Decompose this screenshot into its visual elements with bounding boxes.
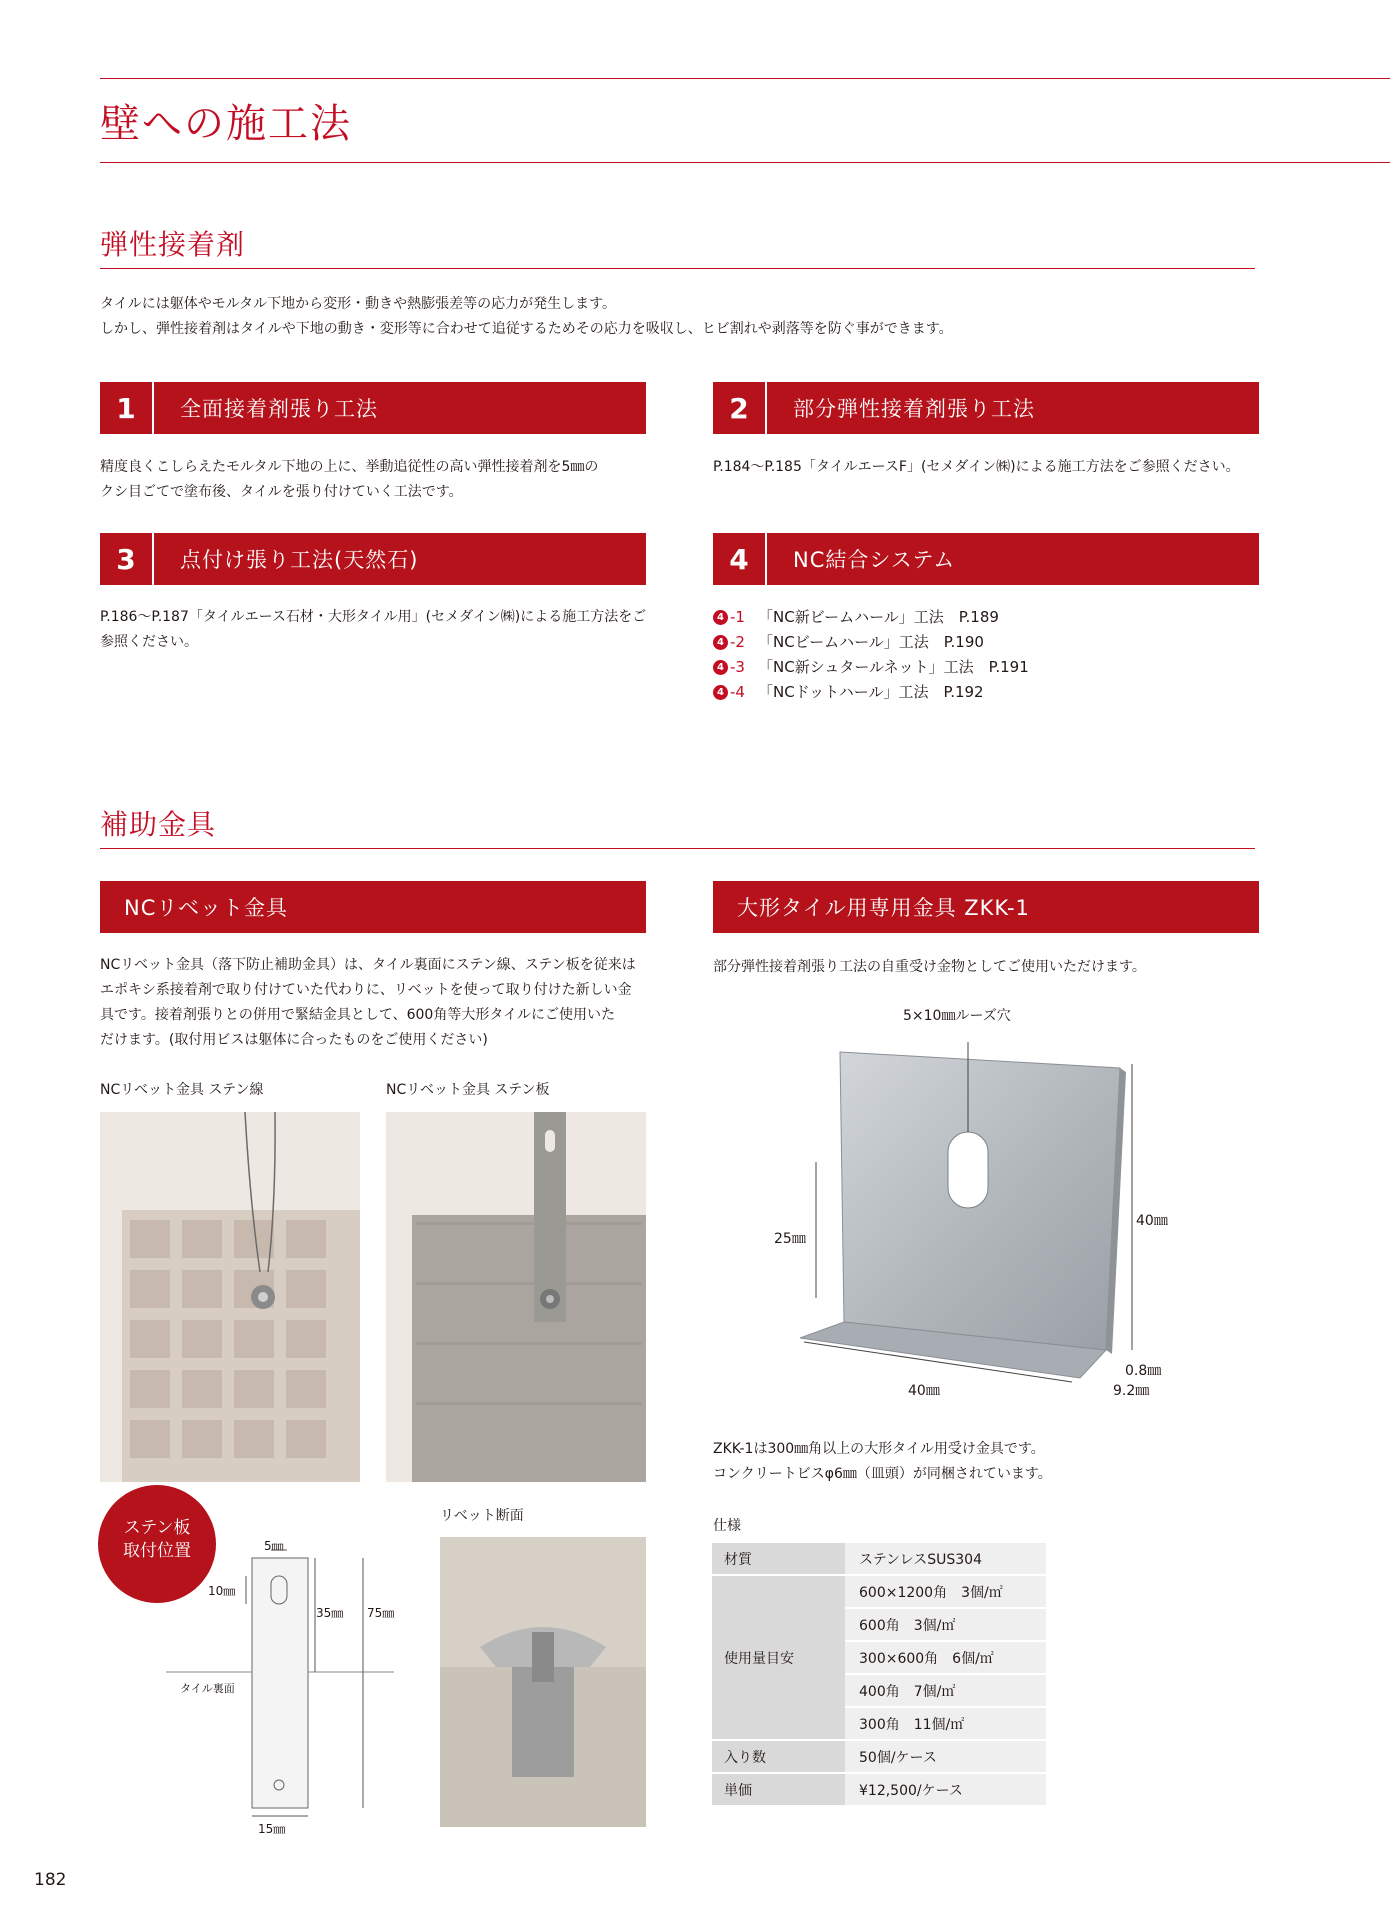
spec-value: ステンレスSUS304 bbox=[845, 1543, 1046, 1574]
circled-number: 4 bbox=[713, 610, 728, 625]
method-3-title: 点付け張り工法(天然石) bbox=[180, 548, 419, 572]
spec-table bbox=[712, 1541, 1046, 1807]
nc-rivet-text-line: NCリベット金具（落下防止補助金具）は、タイル裏面にステン線、ステン板を従来は bbox=[100, 957, 636, 973]
nc-rivet-text-line: だけます。(取付用ビスは躯体に合ったものをご使用ください) bbox=[100, 1032, 488, 1048]
caption-rivet-section: リベット断面 bbox=[440, 1508, 524, 1524]
section-rule bbox=[100, 848, 1255, 849]
nc-system-list bbox=[713, 605, 1029, 705]
item-suffix: -4 bbox=[730, 683, 745, 701]
spec-key: 材質 bbox=[712, 1543, 845, 1574]
list-item[interactable] bbox=[713, 680, 1029, 705]
zkk1-bracket-drawing bbox=[760, 1040, 1180, 1400]
spec-value: 600角 3個/㎡ bbox=[845, 1609, 1046, 1640]
zkk1-note-line: コンクリートビスφ6㎜（皿頭）が同梱されています。 bbox=[713, 1466, 1052, 1482]
caption-plate: NCリベット金具 ステン板 bbox=[386, 1082, 550, 1098]
method-3-bar bbox=[100, 533, 646, 585]
spec-value: 400角 7個/㎡ bbox=[845, 1675, 1046, 1706]
circled-number: 4 bbox=[713, 660, 728, 675]
method-2-number: 2 bbox=[729, 391, 749, 425]
spec-key: 使用量目安 bbox=[712, 1576, 845, 1739]
circled-number: 4 bbox=[713, 635, 728, 650]
intro-line-1: タイルには躯体やモルタル下地から変形・動きや熱膨張差等の応力が発生します。 bbox=[100, 296, 617, 312]
item-text: 「NCドットハール」工法 P.192 bbox=[758, 683, 984, 701]
rivet-section-drawing bbox=[440, 1537, 646, 1827]
dim-15mm: 15㎜ bbox=[258, 1822, 286, 1836]
section-title-hardware: 補助金具 bbox=[100, 808, 217, 841]
spec-value: 600×1200角 3個/㎡ bbox=[845, 1576, 1046, 1607]
spec-key: 入り数 bbox=[712, 1741, 845, 1772]
photo-wire-drawing bbox=[100, 1112, 360, 1482]
method-1-bar bbox=[100, 382, 646, 434]
dim-25mm: 25㎜ bbox=[774, 1231, 806, 1247]
dim-5mm: 5㎜ bbox=[264, 1539, 284, 1553]
nc-rivet-text-line: 具です。接着剤張りとの併用で緊結金具として、600角等大形タイルにご使用いた bbox=[100, 1007, 616, 1023]
method-3-number: 3 bbox=[116, 542, 136, 576]
photo-stainless-wire bbox=[100, 1112, 360, 1482]
method-1-text-line: クシ目ごてで塗布後、タイルを張り付けていく工法です。 bbox=[100, 484, 463, 500]
photo-rivet-section bbox=[440, 1537, 646, 1827]
spec-value: 50個/ケース bbox=[845, 1741, 1046, 1772]
zkk1-bar: 大形タイル用専用金具 ZKK-1 bbox=[713, 881, 1259, 933]
method-4-title: NC結合システム bbox=[793, 548, 956, 572]
item-text: 「NC新ビームハール」工法 P.189 bbox=[758, 608, 999, 626]
item-suffix: -2 bbox=[730, 633, 745, 651]
badge-line: 取付位置 bbox=[123, 1541, 191, 1561]
item-text: 「NCビームハール」工法 P.190 bbox=[758, 633, 984, 651]
zkk1-note bbox=[713, 1437, 1052, 1487]
nc-rivet-bar: NCリベット金具 bbox=[100, 881, 646, 933]
spec-key: 単価 bbox=[712, 1774, 845, 1805]
tile-back-label: タイル裏面 bbox=[180, 1682, 235, 1695]
item-suffix: -3 bbox=[730, 658, 745, 676]
photo-plate-drawing bbox=[386, 1112, 646, 1482]
zkk1-text: 部分弾性接着剤張り工法の自重受け金物としてご使用いただけます。 bbox=[713, 959, 1146, 975]
method-3-text bbox=[100, 605, 646, 655]
spec-value: 300角 11個/㎡ bbox=[845, 1708, 1046, 1739]
section-intro bbox=[100, 292, 953, 342]
method-3-text-line: 参照ください。 bbox=[100, 634, 198, 650]
dim-10mm: 10㎜ bbox=[208, 1584, 236, 1598]
table-row bbox=[712, 1741, 1046, 1772]
dim-35mm: 35㎜ bbox=[316, 1606, 344, 1620]
section-rule bbox=[100, 268, 1255, 269]
table-row bbox=[712, 1543, 1046, 1574]
zkk1-note-line: ZKK-1は300㎜角以上の大形タイル用受け金具です。 bbox=[713, 1441, 1045, 1457]
loose-hole-label: 5×10㎜ルーズ穴 bbox=[903, 1008, 1011, 1024]
spec-value: 300×600角 6個/㎡ bbox=[845, 1642, 1046, 1673]
dim-40mm-width: 40㎜ bbox=[908, 1383, 940, 1399]
dim-0-8mm: 0.8㎜ bbox=[1125, 1363, 1162, 1379]
section-title-adhesive: 弾性接着剤 bbox=[100, 228, 246, 261]
list-item[interactable] bbox=[713, 655, 1029, 680]
table-row bbox=[712, 1576, 1046, 1607]
page-number: 182 bbox=[34, 1870, 67, 1890]
badge-line: ステン板 bbox=[123, 1518, 191, 1538]
method-1-number: 1 bbox=[116, 391, 136, 425]
spec-value: ¥12,500/ケース bbox=[845, 1774, 1046, 1805]
method-2-text: P.184〜P.185「タイルエースF」(セメダイン㈱)による施工方法をご参照ください。 bbox=[713, 459, 1240, 475]
list-item[interactable] bbox=[713, 605, 1029, 630]
method-4-bar bbox=[713, 533, 1259, 585]
method-1-title: 全面接着剤張り工法 bbox=[180, 397, 378, 421]
title-rule bbox=[100, 162, 1390, 163]
dim-9-2mm: 9.2㎜ bbox=[1113, 1383, 1150, 1399]
method-1-text bbox=[100, 455, 598, 505]
intro-line-2: しかし、弾性接着剤はタイルや下地の動き・変形等に合わせて追従するためその応力を吸収し、ヒビ割れや剥落等を防ぐ事ができます。 bbox=[100, 321, 953, 337]
table-row bbox=[712, 1774, 1046, 1805]
list-item[interactable] bbox=[713, 630, 1029, 655]
photo-stainless-plate bbox=[386, 1112, 646, 1482]
item-suffix: -1 bbox=[730, 608, 745, 626]
circled-number: 4 bbox=[713, 685, 728, 700]
dim-40mm-height: 40㎜ bbox=[1136, 1213, 1168, 1229]
method-4-number: 4 bbox=[729, 542, 749, 576]
method-1-text-line: 精度良くこしらえたモルタル下地の上に、挙動追従性の高い弾性接着剤を5㎜の bbox=[100, 459, 599, 475]
item-text: 「NC新シュタールネット」工法 P.191 bbox=[758, 658, 1029, 676]
method-3-text-line: P.186〜P.187「タイルエース石材・大形タイル用」(セメダイン㈱)による施工方法をご bbox=[100, 609, 647, 625]
dim-75mm: 75㎜ bbox=[367, 1606, 395, 1620]
caption-wire: NCリベット金具 ステン線 bbox=[100, 1082, 264, 1098]
method-2-bar bbox=[713, 382, 1259, 434]
nc-rivet-text bbox=[100, 953, 636, 1053]
spec-label: 仕様 bbox=[713, 1518, 741, 1534]
top-rule bbox=[100, 78, 1390, 79]
method-2-title: 部分弾性接着剤張り工法 bbox=[793, 397, 1035, 421]
page-title: 壁への施工法 bbox=[100, 101, 352, 147]
nc-rivet-text-line: エポキシ系接着剤で取り付けていた代わりに、リベットを使って取り付けた新しい金 bbox=[100, 982, 632, 998]
